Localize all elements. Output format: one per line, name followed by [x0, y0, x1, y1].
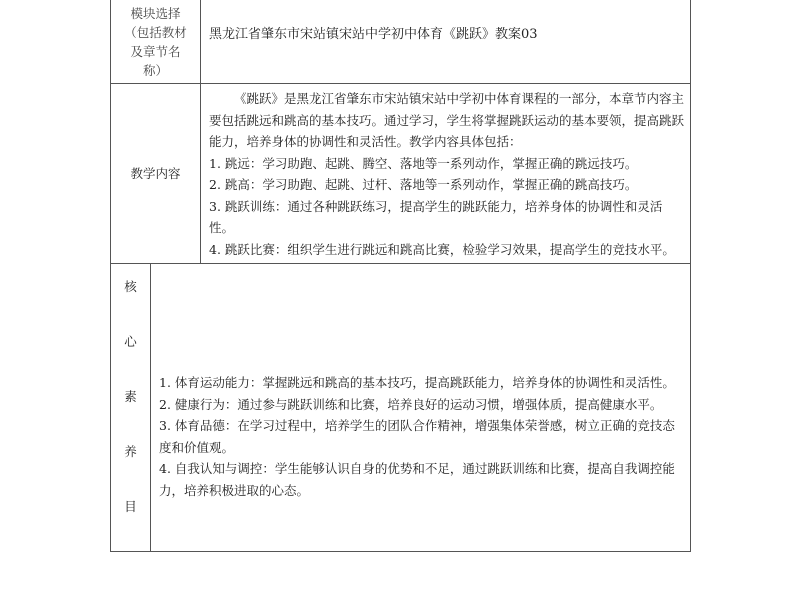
core-literacy-item: 3. 体育品德：在学习过程中，培养学生的团队合作精神，增强集体荣誉感，树立正确的竞技态度和价值观。: [159, 418, 675, 455]
core-literacy-body: [151, 264, 691, 552]
topic-label-line: 称）: [143, 63, 169, 78]
core-literacy-row: [111, 264, 691, 552]
teaching-content-label: 教学内容: [111, 84, 201, 264]
core-literacy-item: 2. 健康行为：通过参与跳跃训练和比赛，培养良好的运动习惯，增强体质，提高健康水平。: [159, 396, 663, 412]
teaching-content-body: [201, 84, 691, 264]
teaching-content-item: 4. 跳跃比赛：组织学生进行跳远和跳高比赛，检验学习效果，提高学生的竞技水平。: [209, 241, 675, 257]
teaching-content-item: 2. 跳高：学习助跑、起跳、过杆、落地等一系列动作，掌握正确的跳高技巧。: [209, 177, 638, 192]
core-literacy-label-char: 养: [124, 444, 137, 459]
teaching-content-item: 1. 跳远：学习助跑、起跳、腾空、落地等一系列动作，掌握正确的跳远技巧。: [209, 155, 638, 171]
topic-title: 黑龙江省肇东市宋站镇宋站中学初中体育《跳跃》教案03: [201, 0, 691, 84]
core-literacy-label-char: 素: [124, 389, 137, 404]
topic-label-line: 模块选择: [130, 6, 181, 21]
topic-row: [111, 0, 691, 84]
core-literacy-label: [111, 264, 151, 552]
core-literacy-label-char: 目: [124, 499, 137, 514]
topic-label-line: （包括教材: [124, 25, 187, 40]
teaching-content-row: [111, 84, 691, 264]
lesson-plan-table: [110, 0, 691, 552]
core-literacy-label-char: 心: [124, 334, 137, 349]
core-literacy-item: 1. 体育运动能力：掌握跳远和跳高的基本技巧，提高跳跃能力，培养身体的协调性和灵活性。: [159, 375, 675, 390]
topic-label-cell: [111, 0, 201, 84]
teaching-content-item: 3. 跳跃训练：通过各种跳跃练习，提高学生的跳跃能力，培养身体的协调性和灵活性。: [209, 198, 663, 235]
teaching-content-intro: 《跳跃》是黑龙江省肇东市宋站镇宋站中学初中体育课程的一部分，本章节内容主要包括跳远和跳高的基本技巧。通过学习，学生将掌握跳跃运动的基本要领，提高跳跃能力，培养身体的协调性和灵活性。教学内容具体包括：: [209, 91, 685, 149]
core-literacy-item: 4. 自我认知与调控：学生能够认识自身的优势和不足，通过跳跃训练和比赛，提高自我调控能力，培养积极进取的心态。: [159, 461, 675, 498]
core-literacy-label-char: 核: [124, 279, 137, 294]
topic-label-line: 及章节名: [130, 44, 181, 59]
